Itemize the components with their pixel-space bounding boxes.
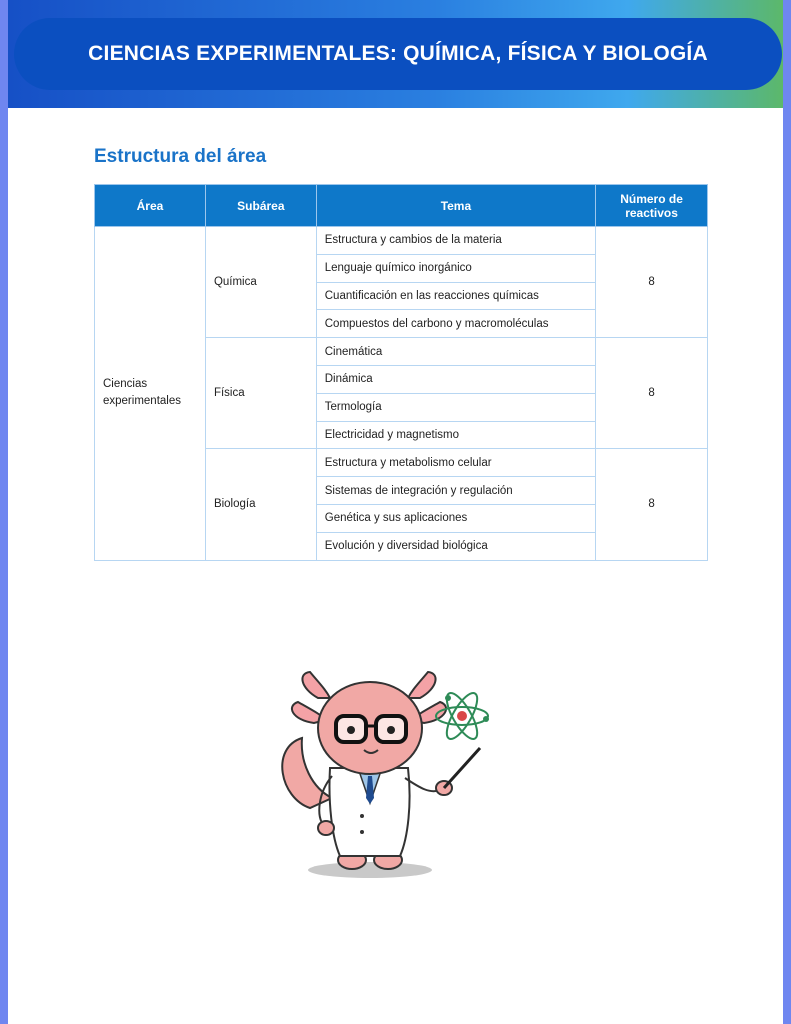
- topic-cell: Estructura y metabolismo celular: [316, 449, 595, 477]
- topic-cell: Electricidad y magnetismo: [316, 421, 595, 449]
- count-cell-quimica: 8: [596, 227, 708, 338]
- topic-cell: Estructura y cambios de la materia: [316, 227, 595, 255]
- topic-cell: Cinemática: [316, 338, 595, 366]
- header-count: Número de reactivos: [596, 185, 708, 227]
- topic-cell: Sistemas de integración y regulación: [316, 477, 595, 505]
- subarea-cell-fisica: Física: [205, 338, 316, 449]
- header-area: Área: [95, 185, 206, 227]
- section-title: Estructura del área: [94, 146, 267, 167]
- structure-table: [94, 184, 708, 561]
- topic-cell: Cuantificación en las reacciones químicas: [316, 282, 595, 310]
- topic-cell: Evolución y diversidad biológica: [316, 532, 595, 560]
- header-subarea: Subárea: [205, 185, 316, 227]
- table-row: [95, 227, 708, 255]
- header-banner: [8, 0, 783, 108]
- count-cell-fisica: 8: [596, 338, 708, 449]
- topic-cell: Dinámica: [316, 365, 595, 393]
- document-page: [8, 108, 783, 1024]
- subarea-cell-biologia: Biología: [205, 449, 316, 560]
- topic-cell: Compuestos del carbono y macromoléculas: [316, 310, 595, 338]
- topic-cell: Lenguaje químico inorgánico: [316, 254, 595, 282]
- page-title: CIENCIAS EXPERIMENTALES: QUÍMICA, FÍSICA Y BIOLOGÍA: [88, 42, 708, 65]
- table-header-row: [95, 185, 708, 227]
- axolotl-scientist-mascot-icon: [240, 598, 540, 918]
- subarea-cell-quimica: Química: [205, 227, 316, 338]
- topic-cell: Genética y sus aplicaciones: [316, 504, 595, 532]
- area-cell: Ciencias experimentales: [95, 227, 206, 561]
- header-topic: Tema: [316, 185, 595, 227]
- title-pill: [14, 18, 782, 90]
- topic-cell: Termología: [316, 393, 595, 421]
- count-cell-biologia: 8: [596, 449, 708, 560]
